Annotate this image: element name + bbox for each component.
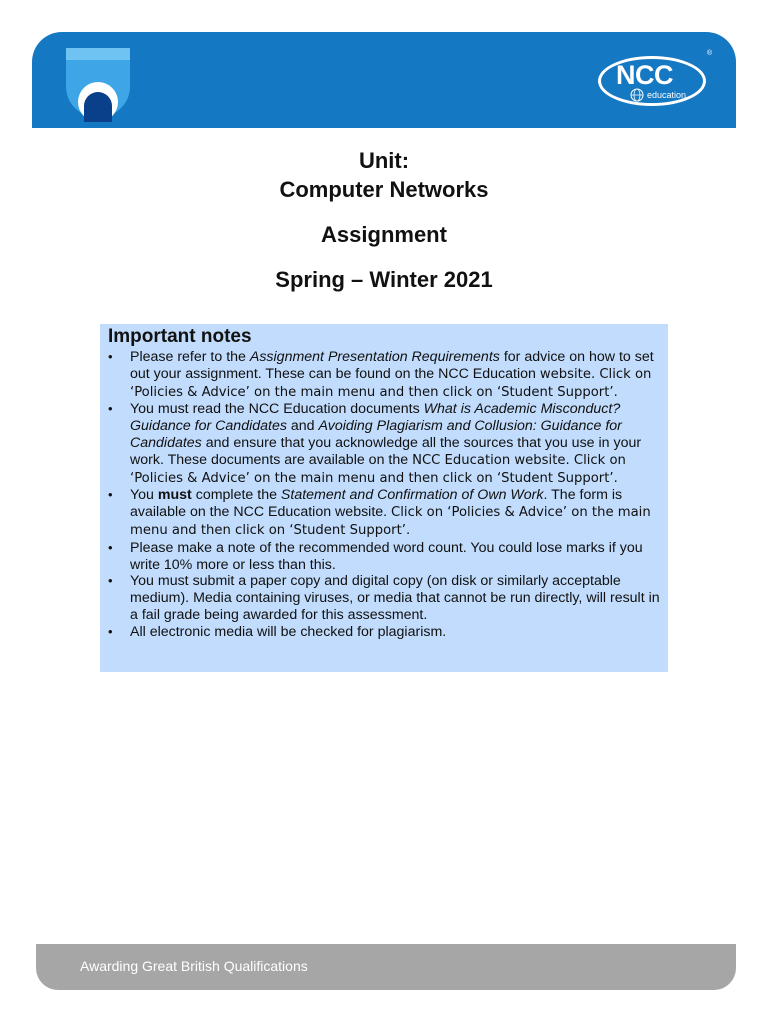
important-notes-box [100,324,668,672]
list-item: • All electronic media will be checked for plagiarism. [108,624,662,641]
footer-tagline: Awarding Great British Qualifications [80,958,308,974]
logo-text: NCC [616,60,673,90]
registered-mark: ® [706,50,712,57]
university-shield-icon [64,46,132,122]
title-block [0,146,768,294]
document-type: Assignment [321,222,447,247]
globe-icon [630,88,644,102]
ncc-education-logo [594,50,714,114]
notes-list [108,349,662,641]
list-item: • Please refer to the Assignment Presentation Requirements for advice on how to set out your assignment. These can be found on the NCC Education website. Click on ‘Policies & Advice’ on the main menu and then click on ‘Student Support’. [108,349,662,401]
term-label: Spring – Winter 2021 [275,267,493,292]
unit-label: Unit: [358,148,410,173]
header-banner [32,32,736,128]
list-item: • You must submit a paper copy and digital copy (on disk or similarly acceptable medium). Media containing viruses, or media that cannot be run directly, will result in a fail grade being awarded for this assessment. [108,573,662,623]
list-item: • Please make a note of the recommended word count. You could lose marks if you write 10% more or less than this. [108,540,662,574]
footer-banner [36,944,736,990]
list-item: • You must complete the Statement and Confirmation of Own Work. The form is available on the NCC Education website. Click on ‘Policies & Advice’ on the main menu and then click on ‘Student Support’. [108,487,662,539]
notes-heading: Important notes [108,326,252,347]
list-item: • You must read the NCC Education documents What is Academic Misconduct? Guidance for Candidates and Avoiding Plagiarism and Collusion: Guidance for Candidates and ensure that you acknowledge all the sources that you use in your work. These documents are available on the NCC Education website. Click on ‘Policies & Advice’ on the main menu and then click on ‘Student Support’. [108,401,662,487]
unit-name: Computer Networks [279,177,489,202]
logo-subtext: education [647,90,687,100]
